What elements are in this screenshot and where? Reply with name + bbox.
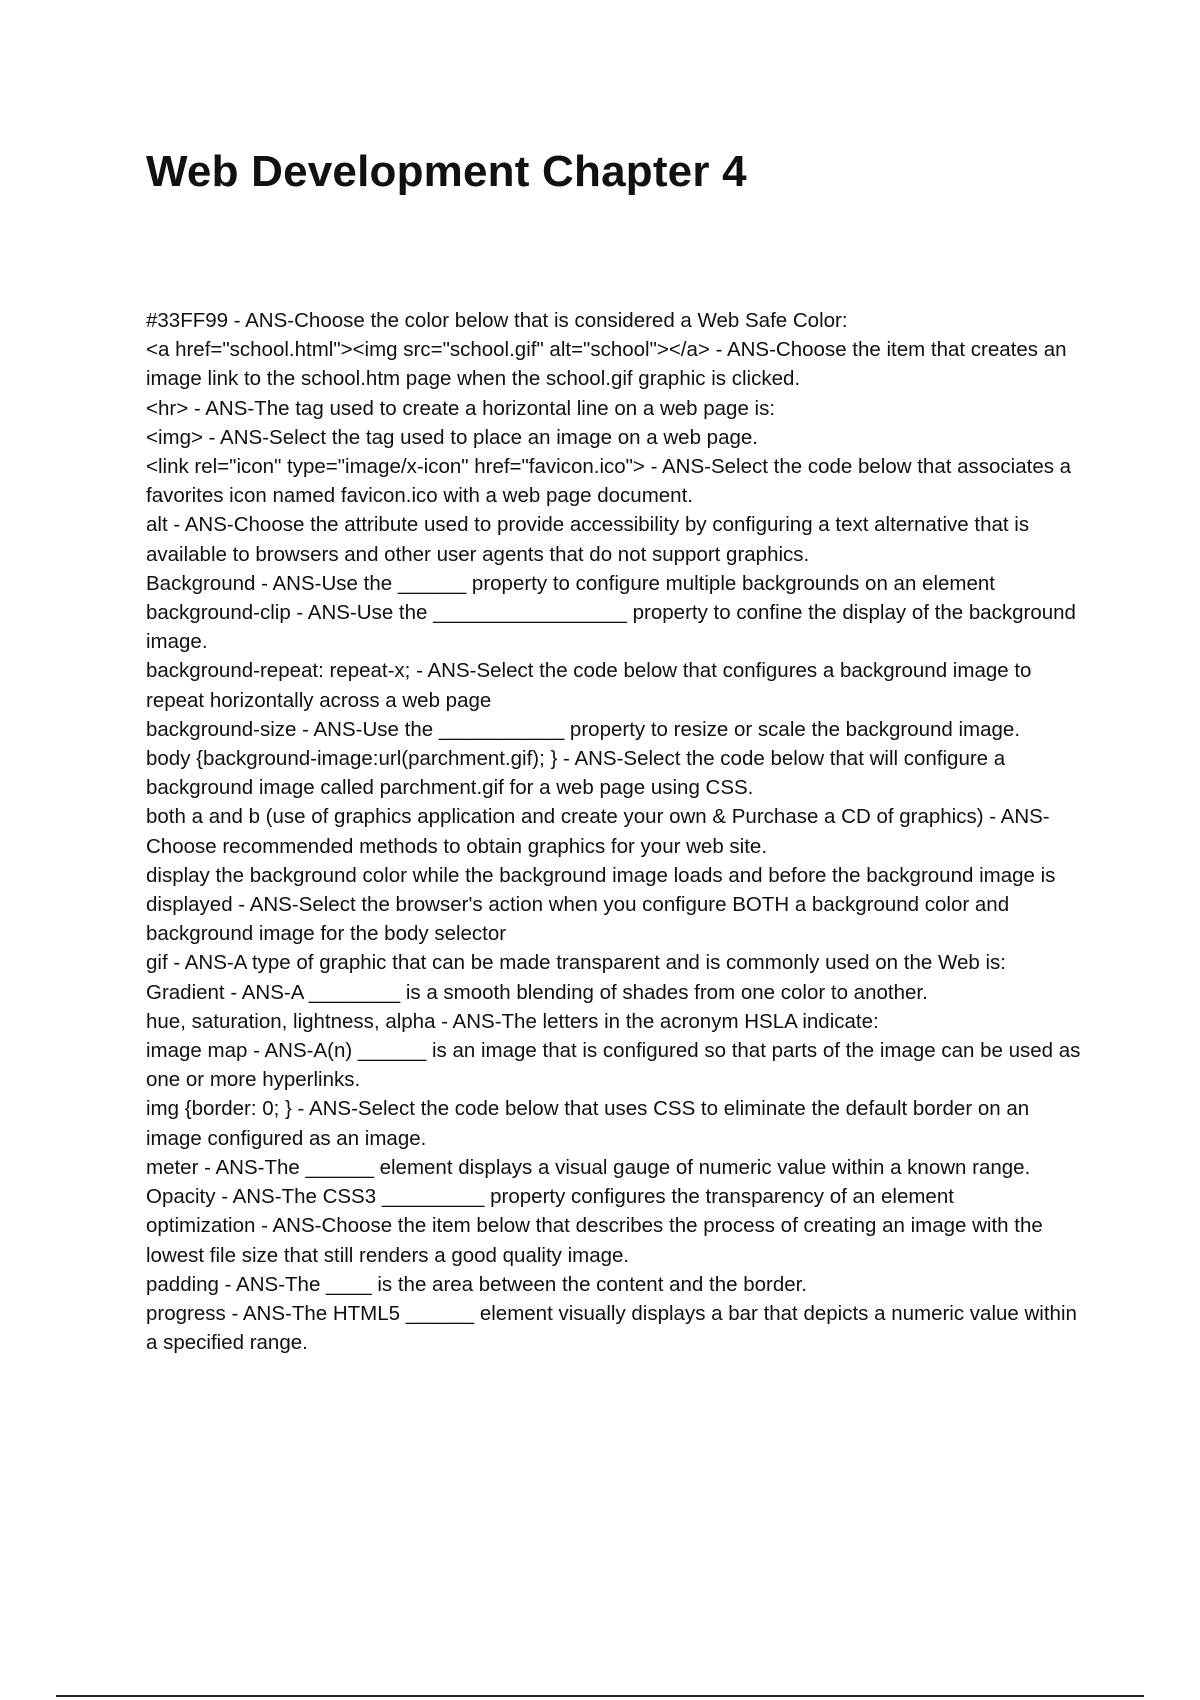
qa-list [146,306,1086,1357]
qa-entry-14: gif - ANS-A type of graphic that can be made transparent and is commonly used on the Web is: [146,951,1006,975]
qa-entry-10: background-size - ANS-Use the ___________ property to resize or scale the background image. [146,717,1021,741]
qa-entry-7: Background - ANS-Use the ______ property to configure multiple backgrounds on an element [146,571,995,595]
qa-entry-15: Gradient - ANS-A ________ is a smooth blending of shades from one color to another. [146,980,928,1004]
qa-entry-23: progress - ANS-The HTML5 ______ element visually displays a bar that depicts a numeric value within a specified range. [146,1301,1083,1355]
qa-entry-11: body {background-image:url(parchment.gif); } - ANS-Select the code below that will configure a background image called parchment.gif for a web page using CSS. [146,747,1011,800]
qa-entry-12: both a and b (use of graphics application and create your own & Purchase a CD of graphics) - ANS-Choose recommended methods to obtain graphics for your web site. [146,805,1050,858]
qa-entry-13: display the background color while the background image loads and before the background image is displayed - ANS-Select the browser's action when you configure BOTH a background color and background image for the body selector [146,863,1062,946]
qa-entry-8: background-clip - ANS-Use the _________________ property to confine the display of the background image. [146,601,1082,654]
page-title: Web Development Chapter 4 [146,147,747,196]
qa-entry-6: alt - ANS-Choose the attribute used to provide accessibility by configuring a text alternative that is available to browsers and other user agents that do not support graphics. [146,513,1035,566]
footer-divider [56,1695,1144,1697]
qa-entry-19: meter - ANS-The ______ element displays a visual gauge of numeric value within a known range. [146,1155,1031,1179]
qa-entry-17: image map - ANS-A(n) ______ is an image that is configured so that parts of the image can be used as one or more hyperlinks. [146,1039,1087,1092]
qa-entry-18: img {border: 0; } - ANS-Select the code below that uses CSS to eliminate the default border on an image configured as an image. [146,1097,1035,1150]
qa-entry-5: <link rel="icon" type="image/x-icon" href="favicon.ico"> - ANS-Select the code below that associates a favorites icon named favicon.ico with a web page document. [146,455,1077,508]
qa-entry-20: Opacity - ANS-The CSS3 _________ property configures the transparency of an element [146,1185,954,1209]
qa-entry-16: hue, saturation, lightness, alpha - ANS-The letters in the acronym HSLA indicate: [146,1009,879,1033]
qa-entry-4: <img> - ANS-Select the tag used to place an image on a web page. [146,425,758,449]
qa-entry-22: padding - ANS-The ____ is the area between the content and the border. [146,1272,808,1296]
qa-entry-3: <hr> - ANS-The tag used to create a horizontal line on a web page is: [146,396,776,420]
qa-entry-21: optimization - ANS-Choose the item below that describes the process of creating an image with the lowest file size that still renders a good quality image. [146,1214,1049,1267]
qa-entry-2: <a href="school.html"><img src="school.gif" alt="school"></a> - ANS-Choose the item that creates an image link to the school.htm page when the school.gif graphic is clicked. [146,338,1073,391]
qa-entry-9: background-repeat: repeat-x; - ANS-Select the code below that configures a background image to repeat horizontally across a web page [146,659,1038,712]
qa-entry-1: #33FF99 - ANS-Choose the color below that is considered a Web Safe Color: [146,309,848,332]
